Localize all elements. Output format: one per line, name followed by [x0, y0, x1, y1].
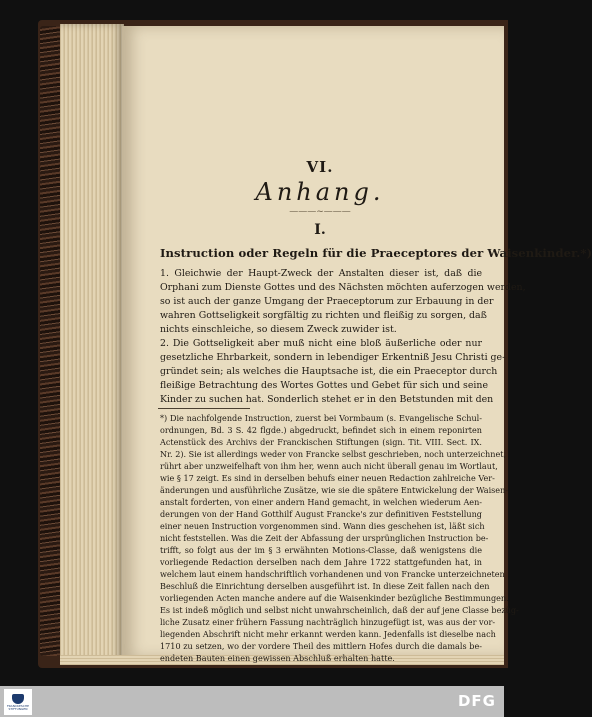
franckesche-stiftungen-logo[interactable] [4, 689, 32, 715]
footnote-line: endeten Bauten einen gewissen Abschluß erhalten hatte. [160, 653, 395, 663]
page-edges [60, 24, 124, 662]
body-line: gesetzliche Ehrbarkeit, sondern in lebendiger Erkentniß Jesu Christi ge- [160, 352, 506, 363]
viewer-footer-bar [0, 686, 504, 717]
body-line: fleißige Betrachtung des Wortes Gottes und Gebet für sich und seine [160, 380, 488, 391]
footnote-line: welchem laut einem handschriftlich vorhandenen und von Francke unterzeichneten [160, 569, 505, 579]
section-title: Instruction oder Regeln für die Praeceptores der Waisenkinder.*) [160, 246, 592, 260]
library-logo-text: FRANCKESCHE STIFTUNGEN [6, 703, 30, 711]
footnote-line: anstalt forderten, von einer andern Hand gemacht, in welchen wiederum Aen- [160, 497, 483, 507]
footnote-line: liegenden Abschrift nicht mehr erkannt werden kann. Jedenfalls ist dieselbe nach [160, 629, 496, 639]
body-line: wahren Gottseligkeit sorgfältig zu richten und fleißig zu sorgen, daß [160, 310, 487, 321]
footnote-line: trifft, so folgt aus der im § 3 erwähnten Motions-Classe, daß wenigstens die [160, 545, 482, 555]
footnote-line: rührt aber unzweifelhaft von ihm her, wenn auch nicht überall genau im Wortlaut, [160, 461, 498, 471]
body-line: 1. Gleichwie der Haupt-Zweck der Anstalten dieser ist, daß die [160, 268, 482, 279]
body-line: gründet sein; als welches die Hauptsache ist, die ein Praeceptor durch [160, 366, 498, 377]
section-number: I. [314, 222, 326, 238]
body-line: Orphani zum Dienste Gottes und des Nächsten möchten auferzogen werden, [160, 282, 526, 293]
footnote-line: derungen von der Hand Gotthilf August Francke's zur definitiven Feststellung [160, 509, 482, 519]
footnote-line: Es ist indeß möglich und selbst nicht unwahrscheinlich, daß der auf jene Classe bezüg- [160, 605, 519, 615]
ornament-divider: ———~——— [289, 207, 351, 217]
body-line: Kinder zu suchen hat. Sonderlich stehet er in den Betstunden mit den [160, 394, 494, 405]
chapter-number: VI. [306, 158, 334, 176]
footnote-line: einer neuen Instruction vorgenommen sind. Wann dies geschehen ist, läßt sich [160, 521, 485, 531]
footnote-line: Actenstück des Archivs der Franckischen Stiftungen (sign. Tit. VIII. Sect. IX. [160, 437, 482, 447]
library-emblem-icon [12, 694, 24, 704]
footnote-line: liche Zusatz einer frühern Fassung nachträglich hinzugefügt ist, was aus der vor- [160, 617, 496, 627]
footnote-line: 1710 zu setzen, wo der vordere Theil des mittlern Hofes durch die damals be- [160, 641, 482, 651]
body-line: 2. Die Gottseligkeit aber muß nicht eine bloß äußerliche oder nur [160, 338, 482, 349]
footnote-line: Beschluß die Einrichtung derselben ausgeführt ist. In diese Zeit fallen nach den [160, 581, 490, 591]
body-line: nichts einschleiche, so diesem Zweck zuwider ist. [160, 324, 397, 335]
footnote-line: Nr. 2). Sie ist allerdings weder von Francke selbst geschrieben, noch unterzeichnet, [160, 449, 507, 459]
footnote-line: vorliegenden Acten manche andere auf die Waisenkinder bezügliche Bestimmungen. [160, 593, 509, 603]
footnote-line: vorliegende Redaction derselben nach dem Jahre 1722 stattgefunden hat, in [160, 557, 482, 567]
footnote-line: ordnungen, Bd. 3 S. 42 flgde.) abgedruckt, befindet sich in einem reponirten [160, 425, 482, 435]
footnote-line: änderungen und ausführliche Zusätze, wie sie die spätere Entwickelung der Waisen- [160, 485, 509, 495]
footnote-rule [158, 408, 250, 409]
footnote-line: nicht feststellen. Was die Zeit der Abfassung der ursprünglichen Instruction be- [160, 533, 489, 543]
footnote-line: wie § 17 zeigt. Es sind in derselben behufs einer neuen Redaction zahlreiche Ver- [160, 473, 495, 483]
dfg-logo[interactable]: DFG [457, 692, 496, 710]
footnote-line: *) Die nachfolgende Instruction, zuerst bei Vormbaum (s. Evangelische Schul- [160, 413, 482, 423]
body-line: so ist auch der ganze Umgang der Praeceptorum zur Erbauung in der [160, 296, 494, 307]
chapter-title: Anhang. [255, 178, 385, 206]
